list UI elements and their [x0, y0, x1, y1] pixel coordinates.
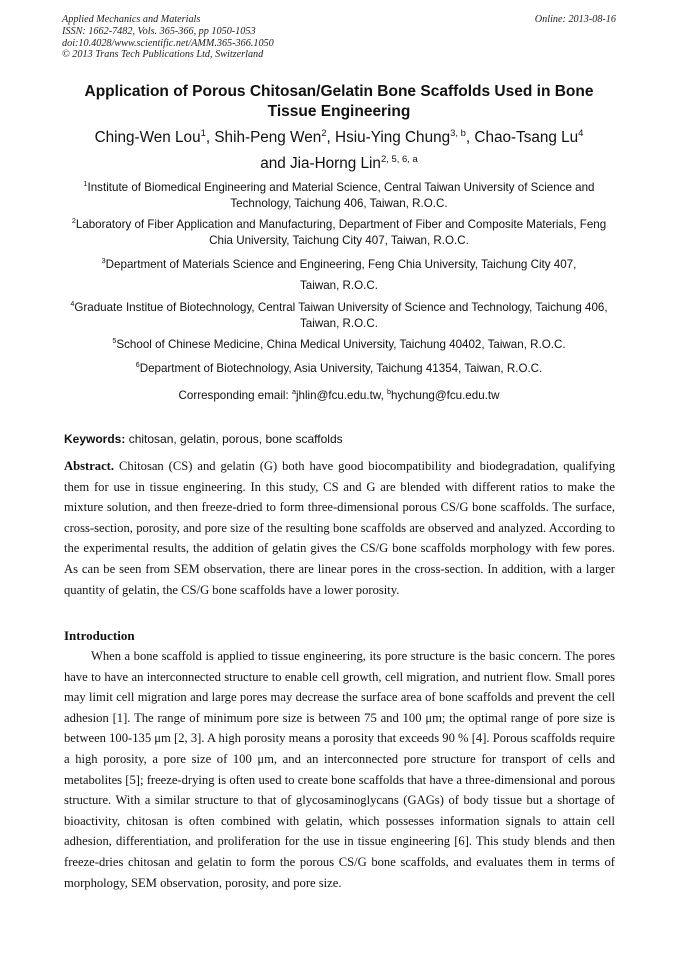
email-separator: ,	[380, 389, 388, 402]
author-superscript: 2	[321, 127, 327, 139]
issn-line: ISSN: 1662-7482, Vols. 365-366, pp 1050-1053	[62, 25, 256, 37]
author-superscript: 1	[200, 127, 206, 139]
affiliation-2	[62, 217, 616, 249]
author-superscript: 2, 5, 6, a	[380, 153, 418, 165]
introduction-text: When a bone scaffold is applied to tissue engineering, its pore structure is the basic concern. The pores have to have an interconnected structure to enable cell growth, cell migration, and nutrient flow. Small pores may limit cell migration and large pores may decrease the surface area of bone scaffolds and prevent the cell adhesion [1]. The range of minimum pore size is between 75 and 100 μm; the optimal range of pore size is between 100-135 μm [2, 3]. A high porosity means a porosity that exceeds 90 % [4]. Porous scaffolds require a high porosity, a pore size of 100 μm, and an interconnected pore structure for transport of cells and metabolites [5]; freeze-drying is often used to create bone scaffolds that have a three-dimensional and porous structure. With a similar structure to that of glycosaminoglycans (GAGs) of body tissue but a shortage of bioactivity, chitosan is often combined with gelatin, which possesses information signals to attain cell adhesion, differentiation, and proliferation for the use in tissue engineering [6]. This study blends and then freeze-dries chitosan and gelatin to form the porous CS/G bone scaffolds, and evaluates them in terms of morphology, SEM observation, porosity, and pore size.	[64, 649, 615, 890]
journal-name: Applied Mechanics and Materials	[62, 14, 201, 25]
journal-header	[62, 14, 616, 61]
keywords	[64, 431, 616, 447]
affiliation-3-cont	[62, 278, 616, 294]
email-superscript: a	[291, 387, 296, 397]
online-date: Online: 2013-08-16	[534, 14, 616, 25]
abstract	[64, 456, 615, 600]
affiliation-number: 4	[70, 299, 75, 309]
affiliation-number: 6	[135, 360, 140, 370]
affiliation-text: School of Chinese Medicine, China Medical University, Taichung 40402, Taiwan, R.O.C.	[116, 338, 566, 351]
email-label: Corresponding email:	[178, 389, 292, 402]
affiliation-text: Institute of Biomedical Engineering and Material Science, Central Taiwan University of Science and Technology, Taichung 406, Taiwan, R.O.C.	[87, 181, 595, 210]
affiliation-text: Graduate Institue of Biotechnology, Central Taiwan University of Science and Technology, Taichung 406, Taiwan, R.O.C.	[74, 301, 608, 330]
author-list	[60, 125, 618, 177]
introduction-heading: Introduction	[64, 628, 135, 643]
abstract-text: Chitosan (CS) and gelatin (G) both have good biocompatibility and biodegradation, qualifying them for use in tissue engineering. In this study, CS and G are blended with different ratios to make the mixture solution, and then freeze-dried to form three-dimensional porous CS/G bone scaffolds. The surface, cross-section, porosity, and pore size of the resulting bone scaffolds are observed and analyzed. According to the experimental results, the addition of gelatin gives the CS/G bone scaffolds morphology with few pores. As can be seen from SEM observation, there are linear pores in the cross-section. In addition, with a larger quantity of gelatin, the CS/G bone scaffolds have a lower porosity.	[64, 459, 615, 597]
affiliation-text: Laboratory of Fiber Application and Manufacturing, Department of Fiber and Composite Materials, Feng Chia University, Taichung City 407, Taiwan, R.O.C.	[75, 218, 607, 247]
author-name: Ching-Wen Lou	[94, 129, 201, 146]
author-name: Chao-Tsang Lu	[474, 129, 579, 146]
email-superscript: b	[387, 387, 392, 397]
affiliation-3	[62, 257, 616, 273]
keywords-label: Keywords:	[64, 432, 126, 446]
affiliation-text: Department of Biotechnology, Asia University, Taichung 41354, Taiwan, R.O.C.	[139, 362, 543, 375]
copyright-line: © 2013 Trans Tech Publications Ltd, Switzerland	[62, 49, 264, 61]
author-name: Shih-Peng Wen	[214, 129, 322, 146]
affiliation-number: 3	[101, 256, 106, 266]
affiliation-6	[62, 361, 616, 377]
keywords-text: chitosan, gelatin, porous, bone scaffolds	[125, 432, 343, 446]
paper-title: Application of Porous Chitosan/Gelatin Bone Scaffolds Used in Bone Tissue Engineering	[84, 83, 594, 120]
affiliation-number: 1	[83, 179, 88, 189]
affiliation-1	[62, 180, 616, 212]
author-name: Hsiu-Ying Chung	[335, 129, 451, 146]
email-link-b[interactable]: hychung@fcu.edu.tw	[391, 389, 500, 402]
affiliation-5	[62, 337, 616, 353]
author-superscript: 3, b	[450, 127, 466, 139]
author-separator: ,	[205, 129, 215, 146]
affiliation-text: Department of Materials Science and Engineering, Feng Chia University, Taichung City 407,	[105, 258, 577, 271]
author-separator: ,	[465, 129, 475, 146]
email-link-a[interactable]: jhlin@fcu.edu.tw	[295, 389, 381, 402]
abstract-label: Abstract.	[64, 459, 115, 473]
doi-line[interactable]: doi:10.4028/www.scientific.net/AMM.365-366.1050	[62, 37, 274, 49]
affiliation-4	[62, 300, 616, 332]
affiliation-number: 2	[71, 216, 76, 226]
author-separator: ,	[326, 129, 336, 146]
author-name: and Jia-Horng Lin	[260, 155, 381, 172]
affiliation-text: Taiwan, R.O.C.	[300, 279, 378, 292]
affiliation-number: 5	[112, 336, 117, 346]
corresponding-email	[62, 388, 616, 404]
author-superscript: 4	[578, 127, 584, 139]
